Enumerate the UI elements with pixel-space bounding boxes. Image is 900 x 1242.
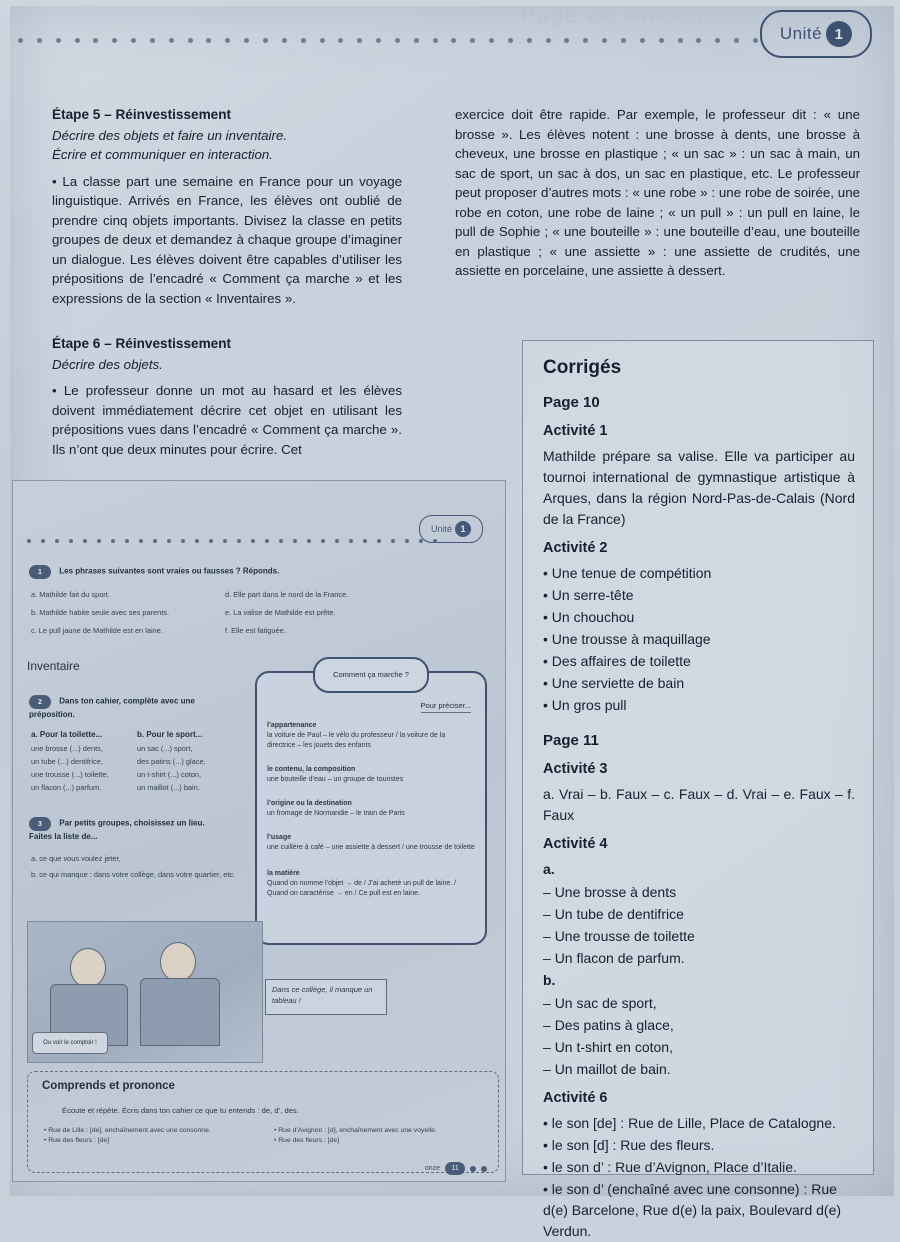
right-column-body: exercice doit être rapide. Par exemple, le professeur dit : « une brosse ». Les élèves notent : une brosse à dents, une brosse à cheveux, une brosse en plastique ; « un sac » : un sac à main, un sac de sport, un sac à dos, un sac en plastique, etc. Le professeur peut proposer d’autres mots : « une robe » : une robe de soirée, une robe en coton, une robe de laine ; « un pull » : un pull en laine, le pull de Sophie ; « une bouteille » : une bouteille d’eau, une bouteille en plastique ; « une assiette » : une assiette de crudités, une assiette en porcelaine, une assiette à dessert.	[455, 107, 860, 278]
activity2-col-a-label: a. Pour la toilette...	[31, 730, 103, 739]
list-item: • le son d’ (enchaîné avec une consonne) : Rue d(e) Barcelone, Rue d(e) la paix, Boulevard d(e) Verdun.	[543, 1179, 855, 1242]
comprends-item: • Rue d’Avignon : [d], enchaînement avec une voyelle.	[274, 1127, 437, 1134]
inset-activity2	[29, 695, 229, 720]
ccm-row	[267, 833, 475, 853]
list-item: • Un gros pull	[543, 695, 855, 716]
activity-number-badge: 3	[29, 817, 51, 831]
comprends-col-2	[274, 1126, 484, 1146]
footer-dot	[470, 1166, 476, 1172]
speech-bubble: Ou voir le comptoir !	[32, 1032, 108, 1054]
activite6-list	[543, 1113, 855, 1242]
ccm-row-examples: un fromage de Normandie – le train de Paris	[267, 810, 405, 817]
list-item: – Un maillot de bain.	[543, 1059, 855, 1080]
comprends-title: Comprends et prononce	[42, 1080, 175, 1092]
character-torso	[140, 978, 220, 1046]
left-text-column	[52, 105, 402, 459]
step6-subtitle-1: Décrire des objets.	[52, 356, 163, 372]
list-item: • le son d’ : Rue d’Avignon, Place d’Italie.	[543, 1157, 855, 1178]
ccm-row-label: l’usage	[267, 834, 292, 841]
activity2-col-a-item: un flacon (...) parfum.	[31, 783, 102, 792]
list-item: – Un flacon de parfum.	[543, 948, 855, 969]
activite4-a-label: a.	[543, 861, 555, 877]
activity1-item: a. Mathilde fait du sport.	[31, 590, 110, 599]
ccm-row	[267, 799, 475, 819]
ccm-row-label: le contenu, la composition	[267, 766, 356, 773]
corriges-title: Corrigés	[543, 357, 622, 378]
list-item: • le son [d] : Rue des fleurs.	[543, 1135, 855, 1156]
ccm-row	[267, 721, 475, 751]
list-item: – Un sac de sport,	[543, 993, 855, 1014]
corriges-panel	[522, 340, 874, 1239]
activite6-label: Activité 6	[543, 1090, 608, 1106]
list-item: • Un chouchou	[543, 607, 855, 628]
step5-body: • La classe part une semaine en France pour un voyage linguistique. Arrivés en France, les élèves ont oublié de prendre cinq objets importants. Divisez la classe en petits groupes de deux et demandez à chaque groupe d’imaginer un dialogue. Les élèves doivent être capables d’utiliser les prépositions de l’encadré « Comment ça marche » et les expressions de la section « Inventaires ».	[52, 173, 402, 306]
unit-badge	[760, 10, 872, 58]
comment-ca-marche-title: Comment ça marche ?	[313, 657, 429, 693]
ccm-row	[267, 765, 475, 785]
character-face	[70, 948, 106, 988]
step5-subtitle-2: Écrire et communiquer en interaction.	[52, 147, 273, 162]
activity1-item: b. Mathilde habite seule avec ses parents.	[31, 608, 170, 617]
comment-ca-marche-box	[255, 671, 487, 945]
list-item: • Une serviette de bain	[543, 673, 855, 694]
activity1-instruction: Les phrases suivantes sont vraies ou fausses ? Réponds.	[59, 566, 280, 576]
list-item: – Une brosse à dents	[543, 882, 855, 903]
illustration-students	[27, 921, 263, 1063]
activity2-col-b-item: des patins (...) glace,	[137, 757, 206, 766]
inset-activity1	[29, 565, 429, 579]
activity2-col-b-item: un t-shirt (...) coton,	[137, 770, 202, 779]
ghost-title: Page de Unité 1	[520, 2, 708, 27]
activite2-label: Activité 2	[543, 540, 608, 556]
inset-unit-badge	[419, 515, 483, 543]
list-item: • le son [de] : Rue de Lille, Place de Catalogne.	[543, 1113, 855, 1134]
comprends-columns	[44, 1126, 484, 1146]
footer-page-number: 11	[445, 1162, 465, 1175]
illustration-callout: Dans ce collège, il manque un tableau !	[265, 979, 387, 1015]
comprends-item: • Rue des fleurs : [de]	[44, 1137, 110, 1144]
inset-activity3	[29, 817, 229, 842]
step5-heading: Étape 5 – Réinvestissement	[52, 107, 232, 122]
ccm-row-label: la matière	[267, 870, 300, 877]
list-item: • Des affaires de toilette	[543, 651, 855, 672]
activity1-item: c. Le pull jaune de Mathilde est en laine.	[31, 626, 163, 635]
activity2-col-b-item: un maillot (...) bain.	[137, 783, 200, 792]
step5-subtitle-1: Décrire des objets et faire un inventaire.	[52, 127, 288, 143]
step6-body: • Le professeur donne un mot au hasard et les élèves doivent immédiatement décrire cet objet en utilisant les prépositions vues dans l’encadré « Comment ça marche ». Ils n’ont que deux minutes pour écrire. Cet	[52, 383, 402, 457]
comprends-instruction: Écoute et répète. Écris dans ton cahier ce que tu entends : de, d’, des.	[62, 1106, 299, 1115]
activity3-item: a. ce que vous voulez jeter,	[31, 854, 121, 863]
inventaire-title: Inventaire	[27, 659, 80, 673]
ccm-row-label: l’origine ou la destination	[267, 800, 352, 807]
comprends-item: • Rue des fleurs : [de]	[274, 1137, 340, 1144]
comprends-col-1	[44, 1126, 254, 1146]
right-text-column	[455, 105, 860, 281]
comment-ca-marche-column-header: Pour préciser...	[421, 701, 471, 713]
list-item: • Une tenue de compétition	[543, 563, 855, 584]
footer-dot	[481, 1166, 487, 1172]
activity-number-badge: 1	[29, 565, 51, 579]
footer-label: onze	[424, 1165, 440, 1172]
activite3-text: a. Vrai – b. Faux – c. Faux – d. Vrai – e. Faux – f. Faux	[543, 786, 855, 823]
ccm-row	[267, 869, 475, 899]
comprends-et-prononce-section	[27, 1071, 499, 1173]
activity2-col-a-item: une trousse (...) toilette,	[31, 770, 109, 779]
activity1-item: f. Elle est fatiguée.	[225, 626, 286, 635]
list-item: • Un serre-tête	[543, 585, 855, 606]
page10-label: Page 10	[543, 394, 600, 411]
ccm-row-label: l’appartenance	[267, 722, 317, 729]
inset-footer	[425, 1162, 487, 1175]
activite4-a-list	[543, 882, 855, 969]
ccm-row-examples: Quand on nomme l’objet → de / J’ai acheté un pull de laine. / Quand on caractérise → en / Ce pull est en laine.	[267, 880, 457, 897]
activity2-col-b-item: un sac (...) sport,	[137, 744, 193, 753]
activity3-instruction: Par petits groupes, choisissez un lieu. Faites la liste de...	[29, 818, 205, 841]
activite1-label: Activité 1	[543, 423, 608, 439]
character-face	[160, 942, 196, 982]
ccm-row-examples: une cuillère à café – une assiette à dessert / une trousse de toilette	[267, 844, 475, 851]
inset-unit-label: Unité	[430, 524, 452, 534]
activity1-item: e. La valise de Mathilde est prête.	[225, 608, 336, 617]
list-item: • Une trousse à maquillage	[543, 629, 855, 650]
activite4-label: Activité 4	[543, 836, 608, 852]
activite1-text: Mathilde prépare sa valise. Elle va participer au tournoi international de gymnastique artistique à Arques, dans la région Nord-Pas-de-Calais (Nord de la France)	[543, 448, 855, 527]
list-item: – Des patins à glace,	[543, 1015, 855, 1036]
step6-heading: Étape 6 – Réinvestissement	[52, 336, 232, 351]
activity2-col-a-item: une brosse (...) dents,	[31, 744, 103, 753]
inset-textbook-page	[12, 480, 506, 1182]
activity1-item: d. Elle part dans le nord de la France.	[225, 590, 349, 599]
unit-badge-label: Unité	[779, 24, 823, 43]
unit-badge-number: 1	[826, 21, 852, 47]
activite3-label: Activité 3	[543, 761, 608, 777]
activity2-col-a-item: un tube (...) dentifrice,	[31, 757, 103, 766]
comprends-item: • Rue de Lille : [de], enchaînement avec une consonne.	[44, 1127, 211, 1134]
decorative-dot-rule	[18, 36, 758, 44]
activity2-instruction: Dans ton cahier, complète avec une préposition.	[29, 696, 195, 719]
activite4-b-label: b.	[543, 972, 556, 988]
list-item: – Une trousse de toilette	[543, 926, 855, 947]
activity-number-badge: 2	[29, 695, 51, 709]
ccm-row-examples: la voiture de Paul – le vélo du professeur / la voiture de la directrice – les jouets des enfants	[267, 732, 446, 749]
list-item: – Un tube de dentifrice	[543, 904, 855, 925]
activite4-b-list	[543, 993, 855, 1080]
activite2-list	[543, 563, 855, 716]
activity2-col-b-label: b. Pour le sport...	[137, 730, 203, 739]
list-item: – Un t-shirt en coton,	[543, 1037, 855, 1058]
ccm-row-examples: une bouteille d’eau – un groupe de touristes	[267, 776, 404, 783]
inset-dot-rule	[27, 539, 437, 543]
activity3-item: b. ce qui manque : dans votre collège, dans votre quartier, etc.	[31, 870, 236, 879]
page11-label: Page 11	[543, 732, 599, 749]
inset-unit-number: 1	[455, 521, 471, 537]
